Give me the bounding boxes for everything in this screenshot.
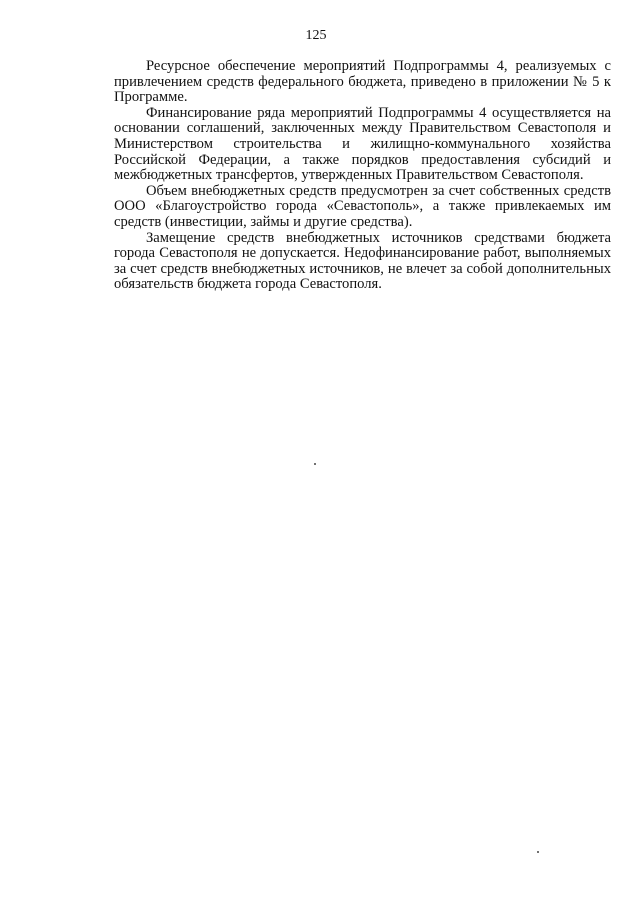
scan-speck [537,851,539,853]
paragraph-financing: Финансирование ряда мероприятий Подпрограммы 4 осуществляется на основании соглашений, заключенных между Правительством Севастополя и Министерством строительства и жилищно-коммунального хозяйства Российской Федерации, а также порядков предоставления субсидий и межбюджетных трансфертов, утвержденных Правительством Севастополя. [114,104,611,184]
paragraph-resource-provision: Ресурсное обеспечение мероприятий Подпрограммы 4, реализуемых с привлечением средств федерального бюджета, приведено в приложении № 5 к Программе. [114,58,611,106]
document-body [114,59,611,293]
scan-speck [314,463,316,465]
paragraph-extrabudgetary-volume: Объем внебюджетных средств предусмотрен за счет собственных средств ООО «Благоустройство города «Севастополь», а также привлекаемых им средств (инвестиции, займы и другие средства). [114,182,611,230]
page-number: 125 [305,28,327,43]
paragraph-replacement-of-funds: Замещение средств внебюджетных источников средствами бюджета города Севастополя не допускается. Недофинансирование работ, выполняемых за счет средств внебюджетных источников, не влечет за собой дополнительных обязательств бюджета города Севастополя. [114,229,611,293]
